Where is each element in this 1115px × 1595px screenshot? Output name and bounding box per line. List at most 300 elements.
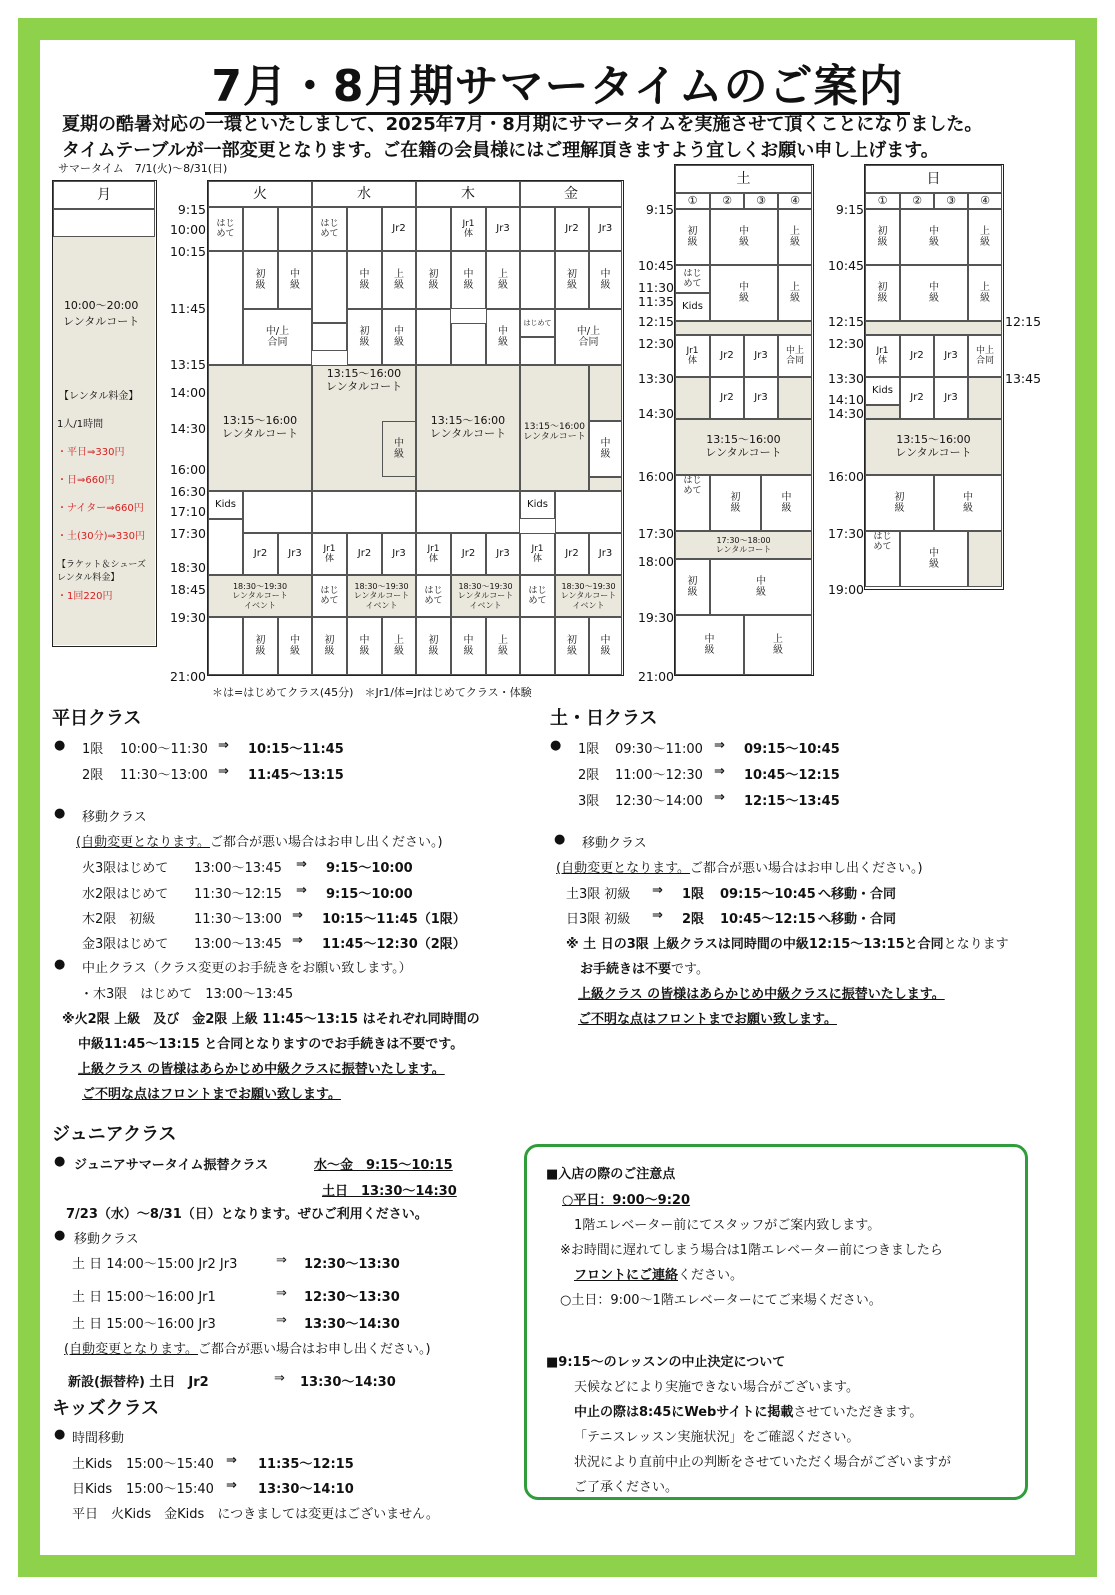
class-cell bbox=[451, 323, 486, 365]
class-cell: 中 級 bbox=[589, 421, 622, 477]
class-cell: 中 級 bbox=[278, 617, 312, 675]
bullet: ● bbox=[54, 806, 66, 821]
time-label: 12:30 bbox=[827, 336, 864, 351]
mon-rental-area bbox=[53, 237, 155, 645]
time-label: 14:00 bbox=[169, 385, 206, 400]
timetable-footnote: ＊は=はじめてクラス(45分) ＊Jr1/体=Jrはじめてクラス・体験 bbox=[212, 686, 532, 699]
time-label: 19:00 bbox=[827, 582, 864, 597]
time-label: 18:45 bbox=[169, 582, 206, 597]
monday-column bbox=[52, 180, 157, 647]
move-class-label: 移動クラス bbox=[582, 836, 647, 851]
time-label: 11:30 bbox=[637, 280, 674, 295]
class-cell: Jr3 bbox=[486, 533, 520, 575]
time-label: 14:30 bbox=[169, 421, 206, 436]
weekday-note: ご不明な点はフロントまでお願い致します。 bbox=[82, 1087, 341, 1102]
class-cell: Kids bbox=[520, 491, 555, 519]
summer-period: サマータイム 7/1(火)〜8/31(日) bbox=[58, 162, 228, 175]
rental-cell bbox=[589, 477, 622, 491]
court-number: ③ bbox=[744, 193, 778, 209]
class-cell: 中 級 bbox=[589, 617, 622, 675]
court-number: ④ bbox=[968, 193, 1002, 209]
time-label: 13:15 bbox=[169, 357, 206, 372]
auto-change-rest: ご都合が悪い場合はお申し出ください。) bbox=[210, 835, 443, 850]
new-time: 11:35〜12:15 bbox=[258, 1457, 354, 1472]
rental-cell bbox=[865, 321, 1002, 335]
kids-note: 平日 火Kids 金Kids につきましては変更はございません。 bbox=[72, 1507, 439, 1522]
class-cell: 上 級 bbox=[486, 617, 520, 675]
auto-change-rest: ご都合が悪い場合はお申し出ください。) bbox=[690, 861, 923, 876]
rental-cell bbox=[865, 405, 900, 419]
court-number: ② bbox=[710, 193, 744, 209]
sunday-timetable bbox=[864, 164, 1004, 590]
class-cell: 中 級 bbox=[675, 615, 744, 675]
old-time: 11:30〜13:00 bbox=[194, 912, 282, 927]
racket-fee: ・1回220円 bbox=[57, 591, 113, 602]
time-label: 9:15 bbox=[177, 202, 206, 217]
class-cell: Jr3 bbox=[934, 377, 968, 419]
bullet: ● bbox=[54, 1228, 66, 1243]
rental-event-cell: 18:30〜19:30 レンタルコート イベント bbox=[208, 575, 312, 617]
class-cell: Jr1 体 bbox=[520, 533, 555, 575]
class-cell bbox=[312, 251, 347, 323]
period-label: 2限 bbox=[682, 912, 705, 927]
class-cell: 初 級 bbox=[416, 617, 451, 675]
new-time: 10:45〜12:15 bbox=[720, 912, 816, 927]
rental-cell bbox=[675, 321, 812, 335]
old-time: 15:00〜15:40 bbox=[126, 1482, 214, 1497]
class-cell: 初 級 bbox=[555, 617, 589, 675]
time-label: 13:45 bbox=[1005, 371, 1042, 386]
notice-line: 状況により直前中止の判断をさせていただく場合がございますが bbox=[574, 1455, 952, 1470]
move-class-label: 移動クラス bbox=[74, 1232, 139, 1247]
class-cell: Jr1 体 bbox=[416, 533, 451, 575]
class-cell: Jr3 bbox=[278, 533, 312, 575]
class-cell: 中/上 合同 bbox=[243, 309, 312, 365]
move-class: 日3限 初級 bbox=[566, 912, 631, 927]
arrow: ⇒ bbox=[274, 1371, 285, 1386]
class-cell: Jr2 bbox=[710, 335, 744, 377]
rental-event-cell: 18:30〜19:30 レンタルコート イベント bbox=[555, 575, 622, 617]
fee-saturday: ・土(30分)⇒330円 bbox=[57, 531, 145, 542]
class-cell: Jr2 bbox=[243, 533, 278, 575]
class-cell: Jr3 bbox=[382, 533, 416, 575]
time-label: 17:10 bbox=[169, 504, 206, 519]
time-label: 16:00 bbox=[637, 469, 674, 484]
class-cell: Jr2 bbox=[555, 207, 589, 251]
old-time: 10:00〜11:30 bbox=[120, 742, 208, 757]
class-cell: はじ めて bbox=[865, 531, 900, 587]
new-time: 11:45〜12:30（2限） bbox=[322, 937, 466, 952]
class-cell: 中 級 bbox=[382, 309, 416, 365]
move-class-label: 移動クラス bbox=[82, 810, 147, 825]
court-number: ① bbox=[675, 193, 710, 209]
mon-rental-label: 10:00〜20:00 レンタルコート bbox=[63, 299, 140, 328]
notice-line: 「テニスレッスン実施状況」をご確認ください。 bbox=[574, 1430, 860, 1445]
class-cell: 上 級 bbox=[968, 265, 1002, 321]
day-header-fri: 金 bbox=[520, 181, 622, 207]
class-cell: 初 級 bbox=[555, 251, 589, 309]
old-time: 11:30〜12:15 bbox=[194, 887, 282, 902]
arrow: ⇒ bbox=[714, 738, 725, 753]
rental-event-cell: 18:30〜19:30 レンタルコート イベント bbox=[451, 575, 520, 617]
time-label: 18:00 bbox=[637, 554, 674, 569]
new-time: 09:15〜10:45 bbox=[744, 742, 840, 757]
rental-cell: 13:15〜16:00 レンタルコート bbox=[520, 365, 589, 491]
class-cell bbox=[208, 519, 243, 575]
time-label: 12:15 bbox=[637, 314, 674, 329]
old-time: 15:00〜15:40 bbox=[126, 1457, 214, 1472]
arrow: ⇒ bbox=[652, 883, 663, 898]
day-header-sat: 土 bbox=[675, 165, 812, 193]
move-class: 土 日 15:00〜16:00 Jr3 bbox=[72, 1317, 216, 1332]
notice-line: ご了承ください。 bbox=[574, 1480, 679, 1495]
class-cell: 中 級 bbox=[278, 251, 312, 309]
notice-line: ※お時間に遅れてしまう場合は1階エレベーター前につきましたら bbox=[560, 1243, 943, 1258]
class-cell: 上 級 bbox=[968, 209, 1002, 265]
move-class: 土 日 14:00〜15:00 Jr2 Jr3 bbox=[72, 1257, 238, 1272]
auto-change-note bbox=[556, 857, 923, 876]
stop-class-label: 中止クラス（クラス変更のお手続きをお願い致します。） bbox=[82, 961, 412, 976]
weekday-heading: 平日クラス bbox=[52, 708, 142, 729]
class-cell: Jr2 bbox=[451, 533, 486, 575]
class-cell: Jr2 bbox=[382, 207, 416, 251]
class-cell bbox=[312, 323, 347, 351]
class-cell bbox=[520, 617, 555, 675]
new-time: 10:15〜11:45 bbox=[248, 742, 344, 757]
arrow: ⇒ bbox=[296, 857, 307, 872]
weekend-note-bold: お手続きは不要 bbox=[580, 962, 672, 977]
class-cell: Jr3 bbox=[744, 377, 778, 419]
class-cell: 初 級 bbox=[710, 475, 761, 531]
new-time: 9:15〜10:00 bbox=[326, 887, 413, 902]
auto-change-text: (自動変更となります。 bbox=[556, 861, 691, 876]
class-cell: Jr3 bbox=[744, 335, 778, 377]
class-cell: はじ めて bbox=[208, 207, 243, 251]
new-time: 13:30〜14:30 bbox=[300, 1375, 396, 1390]
class-cell: 中 級 bbox=[347, 251, 382, 309]
notice-web-posting: 中止の際は8:45にWebサイトに掲載 bbox=[574, 1405, 794, 1420]
new-time: 12:30〜13:30 bbox=[304, 1257, 400, 1272]
auto-change-note bbox=[76, 831, 443, 850]
junior-weekday-time: 水〜金 9:15〜10:15 bbox=[314, 1158, 453, 1173]
arrow: ⇒ bbox=[276, 1286, 287, 1301]
class-cell: 上 級 bbox=[744, 615, 812, 675]
fee-per: 1人/1時間 bbox=[57, 419, 104, 430]
class-cell: 中 級 bbox=[347, 617, 382, 675]
junior-sub: ジュニアサマータイム振替クラス bbox=[74, 1158, 269, 1173]
time-label: 13:30 bbox=[827, 371, 864, 386]
time-label: 21:00 bbox=[637, 669, 674, 684]
class-cell: 上 級 bbox=[382, 251, 416, 309]
class-cell: Jr1 体 bbox=[312, 533, 347, 575]
class-cell: Jr1 体 bbox=[675, 335, 710, 377]
weekday-note: 上級クラス の皆様はあらかじめ中級クラスに振替いたします。 bbox=[78, 1062, 445, 1077]
rental-cell bbox=[968, 377, 1002, 419]
class-cell: Jr3 bbox=[589, 533, 622, 575]
rental-cell bbox=[589, 365, 622, 421]
time-label: 18:30 bbox=[169, 560, 206, 575]
class-cell: Jr1 体 bbox=[865, 335, 900, 377]
class-cell bbox=[555, 491, 622, 533]
time-move-label: 時間移動 bbox=[72, 1431, 125, 1446]
weekday-note: 中級11:45〜13:15 と合同となりますのでお手続きは不要です。 bbox=[78, 1037, 464, 1052]
time-label: 10:00 bbox=[169, 222, 206, 237]
day-header-tue: 火 bbox=[208, 181, 312, 207]
class-cell bbox=[312, 491, 416, 533]
weekday-timetable bbox=[207, 180, 624, 676]
class-cell: 初 級 bbox=[675, 559, 710, 615]
notice-line: ○土日：9:00〜1階エレベーターにてご来場ください。 bbox=[560, 1293, 882, 1308]
class-cell bbox=[416, 309, 451, 365]
weekend-note: ご不明な点はフロントまでお願い致します。 bbox=[578, 1012, 837, 1027]
bullet: ● bbox=[54, 738, 66, 753]
arrow: ⇒ bbox=[292, 908, 303, 923]
class-cell: はじ めて bbox=[416, 575, 451, 617]
class-cell: 上 級 bbox=[778, 209, 812, 265]
notice-line-rest: ください。 bbox=[678, 1268, 744, 1283]
time-label: 11:35 bbox=[637, 294, 674, 309]
time-label: 14:30 bbox=[827, 406, 864, 421]
fee-sunday: ・日⇒660円 bbox=[57, 475, 115, 486]
intro-line-2: タイムテーブルが一部変更となります。ご在籍の会員様にはご理解頂きますよう宜しくお願い申し上げます。 bbox=[62, 140, 939, 161]
class-cell: はじ めて bbox=[312, 207, 347, 251]
time-label: 12:15 bbox=[827, 314, 864, 329]
new-time: 9:15〜10:00 bbox=[326, 861, 413, 876]
arrow: ⇒ bbox=[218, 738, 229, 753]
new-slot: 新設(振替枠) 土日 Jr2 bbox=[68, 1375, 209, 1390]
new-time: 11:45〜13:15 bbox=[248, 768, 344, 783]
new-time: 09:15〜10:45 bbox=[720, 887, 816, 902]
class-cell: 上 級 bbox=[778, 265, 812, 321]
time-label: 9:15 bbox=[645, 202, 674, 217]
fee-title: 【レンタル料金】 bbox=[59, 391, 139, 402]
arrow: ⇒ bbox=[292, 933, 303, 948]
class-cell: 初 級 bbox=[243, 251, 278, 309]
kids-class: 日Kids bbox=[72, 1482, 113, 1497]
day-header-wed: 水 bbox=[312, 181, 416, 207]
new-time: 13:30〜14:10 bbox=[258, 1482, 354, 1497]
fee-night: ・ナイター⇒660円 bbox=[57, 503, 144, 514]
weekend-heading: 土・日クラス bbox=[550, 708, 658, 729]
court-number: ④ bbox=[778, 193, 812, 209]
class-cell: はじ めて bbox=[675, 265, 710, 293]
arrow: ⇒ bbox=[652, 908, 663, 923]
mon-blank bbox=[53, 209, 155, 237]
rental-cell: 13:15〜16:00 レンタルコート bbox=[312, 365, 416, 491]
time-label: 17:30 bbox=[637, 526, 674, 541]
class-cell bbox=[520, 251, 555, 309]
move-class: 土3限 初級 bbox=[566, 887, 631, 902]
time-label: 11:45 bbox=[169, 301, 206, 316]
time-label: 12:15 bbox=[1005, 314, 1042, 329]
arrow: ⇒ bbox=[226, 1453, 237, 1468]
period-label: 3限 bbox=[578, 794, 600, 809]
class-cell: 上 級 bbox=[486, 251, 520, 309]
stop-class-item: ・木3限 はじめて 13:00〜13:45 bbox=[80, 987, 294, 1002]
new-time: 13:30〜14:30 bbox=[304, 1317, 400, 1332]
weekend-note-bold: ※ 土 日の3限 上級クラスは同時間の中級12:15〜13:15と合同 bbox=[566, 937, 944, 952]
notice-weekday bbox=[562, 1189, 690, 1208]
bullet: ● bbox=[554, 832, 566, 847]
time-label: 12:30 bbox=[637, 336, 674, 351]
time-label: 17:30 bbox=[169, 526, 206, 541]
move-class: 金3限はじめて bbox=[82, 937, 169, 952]
move-class: 木2限 初級 bbox=[82, 912, 156, 927]
class-cell: 中 級 bbox=[589, 251, 622, 309]
auto-change-text: (自動変更となります。 bbox=[64, 1342, 199, 1357]
racket-title: 【ラケット＆シューズ レンタル料金】 bbox=[57, 560, 146, 583]
rental-cell: 13:15〜16:00 レンタルコート bbox=[865, 419, 1002, 475]
class-cell: 中 級 bbox=[710, 265, 778, 321]
class-cell: 中 級 bbox=[761, 475, 812, 531]
class-cell: 初 級 bbox=[243, 617, 278, 675]
class-cell bbox=[347, 207, 382, 251]
auto-change-text: (自動変更となります。 bbox=[76, 835, 211, 850]
auto-change-rest: ご都合が悪い場合はお申し出ください。) bbox=[198, 1342, 431, 1357]
class-cell bbox=[278, 207, 312, 251]
saturday-timetable bbox=[674, 164, 814, 676]
old-time: 11:30〜13:00 bbox=[120, 768, 208, 783]
class-cell: 中/上 合同 bbox=[555, 309, 622, 365]
rental-cell: 17:30〜18:00 レンタルコート bbox=[675, 531, 812, 559]
class-cell: 初 級 bbox=[865, 209, 900, 265]
day-header-sun: 日 bbox=[865, 165, 1002, 193]
class-cell: 中 級 bbox=[900, 265, 968, 321]
bullet: ● bbox=[54, 957, 66, 972]
time-label: 16:00 bbox=[827, 469, 864, 484]
time-label: 16:30 bbox=[169, 484, 206, 499]
class-cell: 初 級 bbox=[865, 265, 900, 321]
class-cell: Jr1 体 bbox=[451, 207, 486, 251]
class-cell bbox=[520, 337, 555, 365]
junior-period: 7/23（水）〜8/31（日）となります。ぜひご利用ください。 bbox=[66, 1207, 428, 1222]
notice-line-rest: させていただきます。 bbox=[793, 1405, 923, 1420]
period-label: 2限 bbox=[82, 768, 104, 783]
weekend-note: 上級クラス の皆様はあらかじめ中級クラスに振替いたします。 bbox=[578, 987, 945, 1002]
class-cell: 中上 合同 bbox=[778, 335, 812, 377]
notice-heading: ■9:15〜のレッスンの中止決定について bbox=[546, 1355, 786, 1370]
move-class: 火3限はじめて bbox=[82, 861, 169, 876]
rental-cell: 13:15〜16:00 レンタルコート bbox=[208, 365, 312, 491]
class-cell: Jr2 bbox=[900, 377, 934, 419]
class-cell: Jr2 bbox=[555, 533, 589, 575]
move-class: 土 日 15:00〜16:00 Jr1 bbox=[72, 1290, 216, 1305]
weekday-note: ※火2限 上級 及び 金2限 上級 11:45〜13:15 はそれぞれ同時間の bbox=[62, 1012, 480, 1027]
new-time: 12:30〜13:30 bbox=[304, 1290, 400, 1305]
kids-heading: キッズクラス bbox=[52, 1398, 160, 1419]
time-label: 10:15 bbox=[169, 244, 206, 259]
class-cell: Jr2 bbox=[347, 533, 382, 575]
notice-line bbox=[574, 1264, 743, 1283]
time-label: 10:45 bbox=[637, 258, 674, 273]
rental-cell bbox=[778, 377, 812, 419]
notice-line: 1階エレベーター前にてスタッフがご案内致します。 bbox=[574, 1218, 881, 1233]
day-header-thu: 木 bbox=[416, 181, 520, 207]
old-time: 12:30〜14:00 bbox=[615, 794, 703, 809]
period-label: 1限 bbox=[82, 742, 104, 757]
class-cell: Jr3 bbox=[486, 207, 520, 251]
merge-note: へ移動・合同 bbox=[818, 887, 897, 902]
class-cell bbox=[243, 491, 312, 533]
old-time: 13:00〜13:45 bbox=[194, 861, 282, 876]
period-label: 2限 bbox=[578, 768, 600, 783]
class-cell: 初 級 bbox=[675, 209, 710, 265]
period-label: 1限 bbox=[578, 742, 600, 757]
intro-line-1: 夏期の酷暑対応の一環といたしまして、2025年7月・8月期にサマータイムを実施させて頂くことになりました。 bbox=[62, 114, 983, 135]
class-cell: Kids bbox=[675, 293, 710, 321]
class-cell bbox=[416, 207, 451, 251]
new-time: 10:45〜12:15 bbox=[744, 768, 840, 783]
weekend-note bbox=[580, 958, 709, 977]
class-cell: はじ めて bbox=[520, 575, 555, 617]
bullet: ● bbox=[550, 738, 562, 753]
period-label: 1限 bbox=[682, 887, 705, 902]
notice-line: 天候などにより実施できない場合がございます。 bbox=[574, 1380, 859, 1395]
rental-cell: 13:15〜16:00 レンタルコート bbox=[675, 419, 812, 475]
kids-class: 土Kids bbox=[72, 1457, 113, 1472]
notice-line bbox=[574, 1401, 922, 1420]
class-cell: はじめて bbox=[520, 309, 555, 337]
class-cell: 中 級 bbox=[934, 475, 1002, 531]
rental-event-cell: 18:30〜19:30 レンタルコート イベント bbox=[347, 575, 416, 617]
time-label: 14:30 bbox=[637, 406, 674, 421]
weekend-note bbox=[566, 933, 1009, 952]
junior-weekend-time: 土日 13:30〜14:30 bbox=[322, 1184, 457, 1199]
class-cell: 初 級 bbox=[416, 251, 451, 309]
arrow: ⇒ bbox=[226, 1478, 237, 1493]
class-cell bbox=[208, 251, 243, 365]
class-cell: 中 級 bbox=[486, 309, 520, 365]
move-class: 水2限はじめて bbox=[82, 887, 169, 902]
class-cell: Jr2 bbox=[710, 377, 744, 419]
class-cell: 中 級 bbox=[451, 617, 486, 675]
fee-weekday: ・平日⇒330円 bbox=[57, 447, 125, 458]
court-number: ② bbox=[900, 193, 934, 209]
class-cell bbox=[208, 617, 243, 675]
rental-cell bbox=[968, 531, 1002, 587]
bullet: ● bbox=[54, 1154, 66, 1169]
class-cell: 中上 合同 bbox=[968, 335, 1002, 377]
time-label: 21:00 bbox=[169, 669, 206, 684]
time-label: 14:10 bbox=[827, 392, 864, 407]
arrow: ⇒ bbox=[218, 764, 229, 779]
class-cell: はじ めて bbox=[675, 475, 710, 531]
old-time: 11:00〜12:30 bbox=[615, 768, 703, 783]
class-cell: 中 級 bbox=[382, 421, 416, 477]
time-label: 13:30 bbox=[637, 371, 674, 386]
day-header-mon: 月 bbox=[53, 181, 155, 209]
arrow: ⇒ bbox=[296, 883, 307, 898]
rental-cell: 13:15〜16:00 レンタルコート bbox=[416, 365, 520, 491]
time-label: 17:30 bbox=[827, 526, 864, 541]
arrow: ⇒ bbox=[276, 1253, 287, 1268]
rental-cell bbox=[675, 377, 710, 419]
notice-heading: ■入店の際のご注意点 bbox=[546, 1167, 676, 1182]
time-label: 19:30 bbox=[637, 610, 674, 625]
page-title: 7月・8月期サマータイムのご案内 bbox=[0, 50, 1115, 114]
class-cell: Kids bbox=[208, 491, 243, 519]
junior-heading: ジュニアクラス bbox=[52, 1124, 177, 1145]
auto-change-note bbox=[64, 1338, 431, 1357]
class-cell: Jr3 bbox=[934, 335, 968, 377]
class-cell: Jr2 bbox=[900, 335, 934, 377]
class-cell: はじ めて bbox=[312, 575, 347, 617]
old-time: 13:00〜13:45 bbox=[194, 937, 282, 952]
class-cell: 上 級 bbox=[382, 617, 416, 675]
class-cell: 初 級 bbox=[312, 617, 347, 675]
notice-weekday-text: ○平日：9:00〜9:20 bbox=[562, 1193, 691, 1208]
court-number: ③ bbox=[934, 193, 968, 209]
